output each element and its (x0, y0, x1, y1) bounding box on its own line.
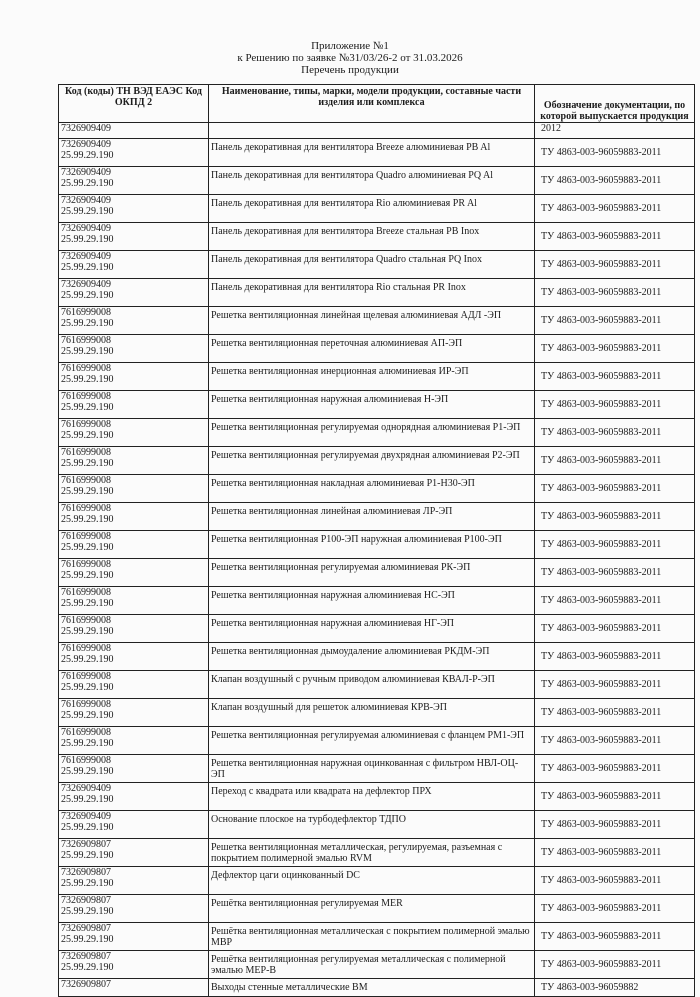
okpd-code: 25.99.29.190 (61, 206, 114, 217)
product-name-cell: Панель декоративная для вентилятора Rio алюминиевая PR Al (209, 195, 535, 223)
tn-ved-code: 7616999008 (61, 755, 111, 766)
code-cell (59, 419, 209, 447)
documentation-cell: ТУ 4863-003-96059883-2011 (535, 923, 695, 951)
documentation-cell: ТУ 4863-003-96059883-2011 (535, 783, 695, 811)
tn-ved-code: 7326909807 (61, 839, 111, 850)
table-row (59, 279, 695, 307)
table-row (59, 475, 695, 503)
product-name-cell: Решетка вентиляционная регулируемая алюминиевая РК-ЭП (209, 559, 535, 587)
tn-ved-code: 7616999008 (61, 699, 111, 710)
product-name-cell: Решетка вентиляционная наружная алюминиевая НС-ЭП (209, 587, 535, 615)
product-name-cell: Панель декоративная для вентилятора Quadro алюминиевая PQ Al (209, 167, 535, 195)
tn-ved-code: 7326909409 (61, 139, 111, 150)
table-row (59, 727, 695, 755)
tn-ved-code: 7326909409 (61, 783, 111, 794)
table-row (59, 923, 695, 951)
product-name-cell: Решетка вентиляционная наружная алюминиевая Н-ЭП (209, 391, 535, 419)
product-list-title: Перечень продукции (301, 64, 399, 76)
okpd-code: 25.99.29.190 (61, 794, 114, 805)
table-row (59, 307, 695, 335)
table-row (59, 755, 695, 783)
okpd-code: 25.99.29.190 (61, 906, 114, 917)
product-name-cell: Решетка вентиляционная переточная алюминиевая АП-ЭП (209, 335, 535, 363)
documentation-cell: ТУ 4863-003-96059883-2011 (535, 419, 695, 447)
table-row (59, 335, 695, 363)
product-name-cell: Решетка вентиляционная регулируемая однорядная алюминиевая Р1-ЭП (209, 419, 535, 447)
documentation-cell: ТУ 4863-003-96059883-2011 (535, 475, 695, 503)
code-cell (59, 123, 209, 139)
table-row (59, 643, 695, 671)
tn-ved-code: 7326909409 (61, 223, 111, 234)
tn-ved-code: 7326909807 (61, 979, 111, 990)
tn-ved-code: 7326909409 (61, 811, 111, 822)
table-row (59, 951, 695, 979)
okpd-code: 25.99.29.190 (61, 822, 114, 833)
documentation-cell: ТУ 4863-003-96059883-2011 (535, 811, 695, 839)
code-cell (59, 475, 209, 503)
documentation-cell: ТУ 4863-003-96059883-2011 (535, 839, 695, 867)
documentation-cell: ТУ 4863-003-96059883-2011 (535, 615, 695, 643)
tn-ved-code: 7616999008 (61, 671, 111, 682)
code-cell (59, 867, 209, 895)
okpd-code: 25.99.29.190 (61, 178, 114, 189)
product-name-cell: Клапан воздушный для решеток алюминиевая КРВ-ЭП (209, 699, 535, 727)
documentation-cell: ТУ 4863-003-96059883-2011 (535, 895, 695, 923)
documentation-cell: ТУ 4863-003-96059883-2011 (535, 167, 695, 195)
okpd-code: 25.99.29.190 (61, 150, 114, 161)
tn-ved-code: 7326909807 (61, 895, 111, 906)
code-cell (59, 951, 209, 979)
tn-ved-code: 7326909409 (61, 251, 111, 262)
okpd-code: 25.99.29.190 (61, 514, 114, 525)
okpd-code: 25.99.29.190 (61, 458, 114, 469)
tn-ved-code: 7616999008 (61, 363, 111, 374)
tn-ved-code: 7616999008 (61, 391, 111, 402)
okpd-code: 25.99.29.190 (61, 766, 114, 777)
product-name-cell: Решетка вентиляционная линейная щелевая алюминиевая АДЛ -ЭП (209, 307, 535, 335)
product-name-cell: Переход с квадрата или квадрата на дефлектор ПРХ (209, 783, 535, 811)
product-name-cell: Решетка вентиляционная линейная алюминиевая ЛР-ЭП (209, 503, 535, 531)
decision-reference: к Решению по заявке №31/03/26-2 от 31.03.2026 (237, 52, 463, 64)
tn-ved-code: 7326909409 (61, 279, 111, 290)
tn-ved-code: 7616999008 (61, 419, 111, 430)
table-row (59, 839, 695, 867)
tn-ved-code: 7326909807 (61, 867, 111, 878)
documentation-cell: ТУ 4863-003-96059883-2011 (535, 447, 695, 475)
okpd-code: 25.99.29.190 (61, 934, 114, 945)
product-name-cell: Панель декоративная для вентилятора Breeze алюминиевая PB Al (209, 139, 535, 167)
okpd-code: 25.99.29.190 (61, 682, 114, 693)
column-header-name: Наименование, типы, марки, модели продукции, составные части изделия или комплекса (209, 85, 535, 123)
documentation-cell: ТУ 4863-003-96059883-2011 (535, 531, 695, 559)
documentation-cell: ТУ 4863-003-96059883-2011 (535, 587, 695, 615)
documentation-cell: ТУ 4863-003-96059883-2011 (535, 559, 695, 587)
table-row (59, 979, 695, 997)
product-name-cell: Решётка вентиляционная регулируемая металлическая с полимерной эмалью МЕР-В (209, 951, 535, 979)
tn-ved-code: 7326909409 (61, 167, 111, 178)
okpd-code: 25.99.29.190 (61, 402, 114, 413)
code-cell (59, 307, 209, 335)
okpd-code: 25.99.29.190 (61, 738, 114, 749)
appendix-title: Приложение №1 (311, 40, 389, 52)
table-row (59, 503, 695, 531)
product-name-cell: Решетка вентиляционная наружная оцинкованная с фильтром НВЛ-ОЦ-ЭП (209, 755, 535, 783)
code-cell (59, 531, 209, 559)
code-cell (59, 979, 209, 997)
code-cell (59, 279, 209, 307)
product-name-cell: Решетка вентиляционная инерционная алюминиевая ИР-ЭП (209, 363, 535, 391)
documentation-cell: ТУ 4863-003-96059883-2011 (535, 643, 695, 671)
tn-ved-code: 7616999008 (61, 587, 111, 598)
code-cell (59, 335, 209, 363)
tn-ved-code: 7326909807 (61, 923, 111, 934)
documentation-cell: ТУ 4863-003-96059883-2011 (535, 279, 695, 307)
table-row (59, 671, 695, 699)
table-row (59, 447, 695, 475)
table-row (59, 167, 695, 195)
table-row (59, 895, 695, 923)
documentation-cell: ТУ 4863-003-96059883-2011 (535, 363, 695, 391)
tn-ved-code: 7616999008 (61, 643, 111, 654)
code-cell (59, 167, 209, 195)
documentation-cell: 2012 (535, 123, 695, 139)
table-header-row (59, 85, 695, 123)
code-cell (59, 643, 209, 671)
document-header (0, 40, 700, 76)
product-name-cell: Клапан воздушный с ручным приводом алюминиевая КВАЛ-Р-ЭП (209, 671, 535, 699)
code-cell (59, 783, 209, 811)
documentation-cell: ТУ 4863-003-96059883-2011 (535, 699, 695, 727)
documentation-cell: ТУ 4863-003-96059883-2011 (535, 223, 695, 251)
tn-ved-code: 7616999008 (61, 447, 111, 458)
tn-ved-code: 7326909409 (61, 123, 111, 134)
code-cell (59, 811, 209, 839)
product-name-cell: Основание плоское на турбодефлектор ТДПО (209, 811, 535, 839)
table-row (59, 391, 695, 419)
documentation-cell: ТУ 4863-003-96059883-2011 (535, 251, 695, 279)
tn-ved-code: 7616999008 (61, 503, 111, 514)
code-cell (59, 615, 209, 643)
documentation-cell: ТУ 4863-003-96059883-2011 (535, 335, 695, 363)
tn-ved-code: 7616999008 (61, 475, 111, 486)
okpd-code: 25.99.29.190 (61, 542, 114, 553)
code-cell (59, 391, 209, 419)
tn-ved-code: 7616999008 (61, 559, 111, 570)
code-cell (59, 727, 209, 755)
code-cell (59, 363, 209, 391)
documentation-cell: ТУ 4863-003-96059883-2011 (535, 195, 695, 223)
okpd-code: 25.99.29.190 (61, 962, 114, 973)
okpd-code: 25.99.29.190 (61, 598, 114, 609)
code-cell (59, 699, 209, 727)
okpd-code: 25.99.29.190 (61, 318, 114, 329)
okpd-code: 25.99.29.190 (61, 710, 114, 721)
table-row (59, 531, 695, 559)
okpd-code: 25.99.29.190 (61, 430, 114, 441)
okpd-code: 25.99.29.190 (61, 626, 114, 637)
documentation-cell: ТУ 4863-003-96059883-2011 (535, 867, 695, 895)
column-header-code: Код (коды) ТН ВЭД ЕАЭС Код ОКПД 2 (59, 85, 209, 123)
product-table (58, 84, 695, 997)
code-cell (59, 559, 209, 587)
documentation-cell: ТУ 4863-003-96059883-2011 (535, 755, 695, 783)
table-row (59, 363, 695, 391)
product-name-cell (209, 123, 535, 139)
tn-ved-code: 7616999008 (61, 335, 111, 346)
table-row (59, 867, 695, 895)
documentation-cell: ТУ 4863-003-96059883-2011 (535, 139, 695, 167)
code-cell (59, 251, 209, 279)
code-cell (59, 923, 209, 951)
product-name-cell: Решетка вентиляционная накладная алюминиевая Р1-Н30-ЭП (209, 475, 535, 503)
okpd-code: 25.99.29.190 (61, 654, 114, 665)
code-cell (59, 447, 209, 475)
documentation-cell: ТУ 4863-003-96059882 (535, 979, 695, 997)
okpd-code: 25.99.29.190 (61, 570, 114, 581)
tn-ved-code: 7326909409 (61, 195, 111, 206)
product-name-cell: Решетка вентиляционная Р100-ЭП наружная алюминиевая Р100-ЭП (209, 531, 535, 559)
table-row (59, 559, 695, 587)
product-name-cell: Решетка вентиляционная дымоудаление алюминиевая РКДМ-ЭП (209, 643, 535, 671)
table-row (59, 123, 695, 139)
tn-ved-code: 7326909807 (61, 951, 111, 962)
code-cell (59, 195, 209, 223)
table-row (59, 811, 695, 839)
documentation-cell: ТУ 4863-003-96059883-2011 (535, 951, 695, 979)
table-row (59, 699, 695, 727)
product-name-cell: Решетка вентиляционная металлическая, регулируемая, разъемная с покрытием полимерной эмалью RVM (209, 839, 535, 867)
okpd-code: 25.99.29.190 (61, 878, 114, 889)
tn-ved-code: 7616999008 (61, 531, 111, 542)
table-body (59, 123, 695, 997)
product-name-cell: Панель декоративная для вентилятора Breeze стальная PB Inox (209, 223, 535, 251)
okpd-code: 25.99.29.190 (61, 346, 114, 357)
product-name-cell: Решетка вентиляционная наружная алюминиевая НГ-ЭП (209, 615, 535, 643)
table-row (59, 195, 695, 223)
product-name-cell: Решётка вентиляционная регулируемая MER (209, 895, 535, 923)
documentation-cell: ТУ 4863-003-96059883-2011 (535, 671, 695, 699)
tn-ved-code: 7616999008 (61, 615, 111, 626)
code-cell (59, 839, 209, 867)
code-cell (59, 895, 209, 923)
okpd-code: 25.99.29.190 (61, 850, 114, 861)
code-cell (59, 587, 209, 615)
product-name-cell: Решётка вентиляционная металлическая с покрытием полимерной эмалью МВР (209, 923, 535, 951)
table-row (59, 587, 695, 615)
okpd-code: 25.99.29.190 (61, 374, 114, 385)
code-cell (59, 671, 209, 699)
tn-ved-code: 7616999008 (61, 727, 111, 738)
product-name-cell: Выходы стенные металлические ВМ (209, 979, 535, 997)
product-name-cell: Решетка вентиляционная регулируемая алюминиевая с фланцем РМ1-ЭП (209, 727, 535, 755)
code-cell (59, 223, 209, 251)
column-header-documentation: Обозначение документации, по которой выпускается продукция (535, 85, 695, 123)
product-name-cell: Панель декоративная для вентилятора Rio стальная PR Inox (209, 279, 535, 307)
code-cell (59, 139, 209, 167)
okpd-code: 25.99.29.190 (61, 486, 114, 497)
table-row (59, 223, 695, 251)
code-cell (59, 755, 209, 783)
table-row (59, 615, 695, 643)
documentation-cell: ТУ 4863-003-96059883-2011 (535, 727, 695, 755)
table-row (59, 251, 695, 279)
okpd-code: 25.99.29.190 (61, 262, 114, 273)
okpd-code: 25.99.29.190 (61, 234, 114, 245)
product-name-cell: Решетка вентиляционная регулируемая двухрядная алюминиевая Р2-ЭП (209, 447, 535, 475)
code-cell (59, 503, 209, 531)
documentation-cell: ТУ 4863-003-96059883-2011 (535, 503, 695, 531)
table-row (59, 419, 695, 447)
okpd-code: 25.99.29.190 (61, 290, 114, 301)
documentation-cell: ТУ 4863-003-96059883-2011 (535, 307, 695, 335)
product-name-cell: Дефлектор цаги оцинкованный DC (209, 867, 535, 895)
table-row (59, 139, 695, 167)
table-row (59, 783, 695, 811)
documentation-cell: ТУ 4863-003-96059883-2011 (535, 391, 695, 419)
tn-ved-code: 7616999008 (61, 307, 111, 318)
product-name-cell: Панель декоративная для вентилятора Quadro стальная PQ Inox (209, 251, 535, 279)
